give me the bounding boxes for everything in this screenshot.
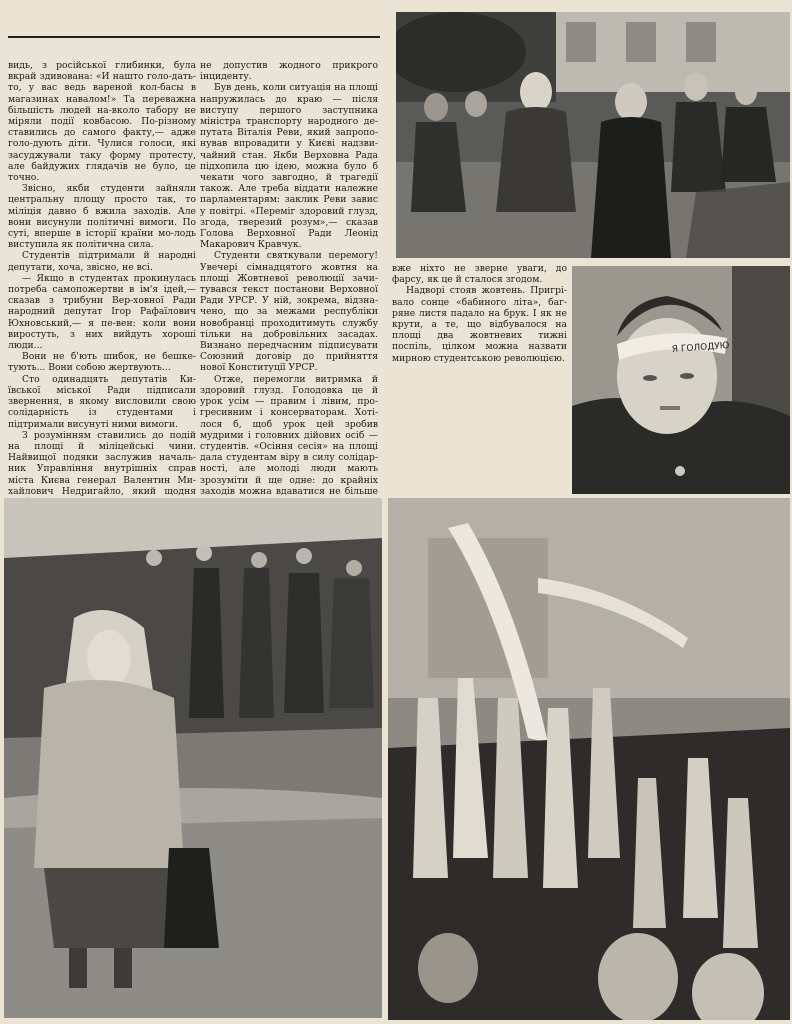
paragraph: Вони не б'ють шибок, не бешке-тують... Вони собою жертвують...	[8, 351, 196, 374]
photo-image	[4, 498, 382, 1018]
paragraph: Звісно, якби студенти зайняли центральну площу просто так, то міліція давно б вжила заходів. Але вони висунули політичні вимоги. По суті, вперше в історії країни мо-лодь виступила як політична сила.	[8, 183, 196, 251]
paragraph: Надворі стояв жовтень. Пригрі-вало сонце «бабиного літа», баг-ряне листя падало на брук. І як не крути, а те, що відбувалося на площі два жовтневих тижні поспіль, цілком можна назвати мирною студентською революцією.	[392, 285, 567, 364]
photo-crowd-raised-hands	[388, 498, 790, 1020]
paragraph: вже ніхто не зверне уваги, до фарсу, як це й сталося згодом.	[392, 263, 567, 286]
photo-image	[396, 12, 790, 258]
photo-hunger-striker-portrait	[572, 266, 790, 494]
text-column-1	[8, 60, 196, 508]
paragraph: — Якщо в студентах прокинулась потреба самопожертви в ім'я ідей,— сказав з трибуни Вер-ховної Ради народний депутат Ігор Рафаїлович Юхновський,— я пе-вен: коли вони виростуть, з них вийдуть хороші люди...	[8, 272, 196, 352]
paragraph: Отже, перемогли витримка й здоровий глузд. Голодовка це й урок усім — правим і лівим, про-гресивним і консерваторам. Хоті-лося б, щоб урок цей зробив мудрими і головних дійових осіб — студентів. «Осіння сесія» на площі дала студентам віру в силу солідар-ності, але молоді люди мають зрозуміти й ще одне: до крайніх заходів можна вдаватися не більше	[200, 373, 378, 497]
text-column-3	[392, 263, 567, 364]
paragraph: З розумінням ставились до подій на площі й міліцейські чини. Найвищої подяки заслужив началь-ник Управління внутрішніх справ міста Києва генерал Валентин Ми-хайлович Недригайло, який щодня	[8, 429, 196, 497]
paragraph: Сто одинадцять депутатів Ки-ївської міської Ради підписали звернення, в якому висловили свою солідарність із студентами і підтримали висунуті ними вимоги.	[8, 373, 196, 430]
photo-old-woman-with-bag	[4, 498, 382, 1018]
text-column-2	[200, 60, 378, 519]
paragraph: Був день, коли ситуація на площі напружилась до краю — після виступу першого заступника міністра транспорту народного де-путата Віталія Реви, який запропо-нував впровадити у Києві надзви-чайний стан. Якби Верховна Рада підхопила цю ідею, можна було б чекати чого завгодно, й трагедії також. Але треба віддати належне парламентарям: заклик Реви завис у повітрі. «Переміг здоровий глузд, згода, тверезий розум»,— сказав Голова Верховної Ради Леонід Макарович Кравчук.	[200, 82, 378, 251]
paragraph: видь, з російської глибинки, була вкрай здивована: «И нашто голо-дать-то, у вас ведь вареной кол-басы в магазинах навалом!» Та переважна більшість людей на-вколо табору не міряли події ковбасою. По-різному ставились до самого факту,— адже голо-дують діти. Чулися голоси, які засуджували таку форму протесту, але байдужих глядачів не було, це точно.	[8, 60, 196, 184]
paragraph: не допустив жодного прикрого інциденту.	[200, 60, 378, 83]
photo-image	[388, 498, 790, 1020]
photo-students-and-police	[396, 12, 790, 258]
headband-text: Я ГОЛОДУЮ	[671, 340, 730, 355]
photo-image	[572, 266, 790, 494]
header-rule	[8, 36, 380, 38]
paragraph: Студенти святкували перемогу! Увечері сімнадцятого жовтня на площі Жовтневої революції зачи-тувався текст постанови Верховної Ради УРСР. У ній, зокрема, відзна-чено, що за межами республіки новобранці проходитимуть службу тільки на добровільних засадах. Визнано передчасним підписувати Союзний договір до прийняття нової Конституції УРСР.	[200, 250, 378, 374]
paragraph: Студентів підтримали й народні депутати, хоча, звісно, не всі.	[8, 250, 196, 273]
